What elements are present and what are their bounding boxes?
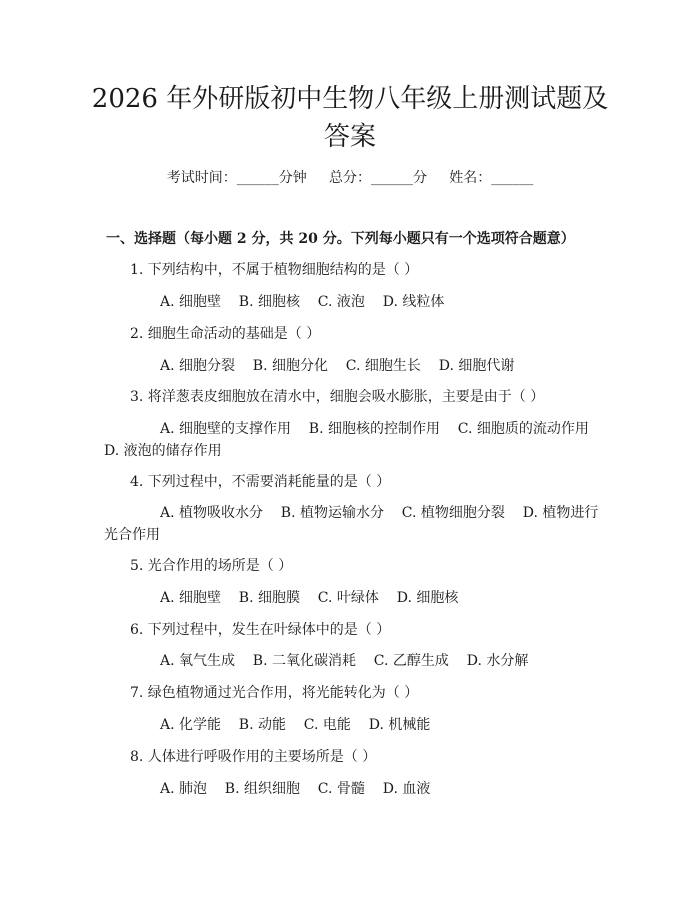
document-title <box>60 80 640 156</box>
question-stem: 7. 绿色植物通过光合作用，将光能转化为（ ） <box>130 685 419 701</box>
question-options: A. 细胞壁 B. 细胞膜 C. 叶绿体 D. 细胞核 <box>160 590 459 606</box>
title-line-1: 2026 年外研版初中生物八年级上册测试题及 <box>91 84 609 114</box>
question-stem: 1. 下列结构中，不属于植物细胞结构的是（ ） <box>130 262 419 278</box>
question-options: A. 氧气生成 B. 二氧化碳消耗 C. 乙醇生成 D. 水分解 <box>160 653 529 669</box>
question-stem: 8. 人体进行呼吸作用的主要场所是（ ） <box>130 749 377 765</box>
question-options: A. 细胞壁 B. 细胞核 C. 液泡 D. 线粒体 <box>160 294 445 310</box>
section-heading: 一、选择题（每小题 2 分，共 20 分。下列每小题只有一个选项符合题意） <box>106 231 575 247</box>
question-options: A. 肺泡 B. 组织细胞 C. 骨髓 D. 血液 <box>160 781 431 797</box>
question-options: A. 植物吸收水分 B. 植物运输水分 C. 植物细胞分裂 D. 植物进行光合作用 <box>104 505 599 543</box>
question-stem: 6. 下列过程中，发生在叶绿体中的是（ ） <box>130 622 391 638</box>
question-options: A. 细胞分裂 B. 细胞分化 C. 细胞生长 D. 细胞代谢 <box>160 358 515 374</box>
question-stem: 5. 光合作用的场所是（ ） <box>130 558 293 574</box>
question-stem: 2. 细胞生命活动的基础是（ ） <box>130 326 321 342</box>
exam-meta-line: 考试时间：______分钟 总分：______分 姓名：______ <box>166 170 534 186</box>
question-options: A. 化学能 B. 动能 C. 电能 D. 机械能 <box>160 717 431 733</box>
question-options: A. 细胞壁的支撑作用 B. 细胞核的控制作用 C. 细胞质的流动作用 D. 液泡的储存作用 <box>104 421 607 459</box>
question-stem: 3. 将洋葱表皮细胞放在清水中，细胞会吸水膨胀，主要是由于（ ） <box>130 389 545 405</box>
title-line-2: 答案 <box>323 122 376 152</box>
question-stem: 4. 下列过程中，不需要消耗能量的是（ ） <box>130 474 391 490</box>
